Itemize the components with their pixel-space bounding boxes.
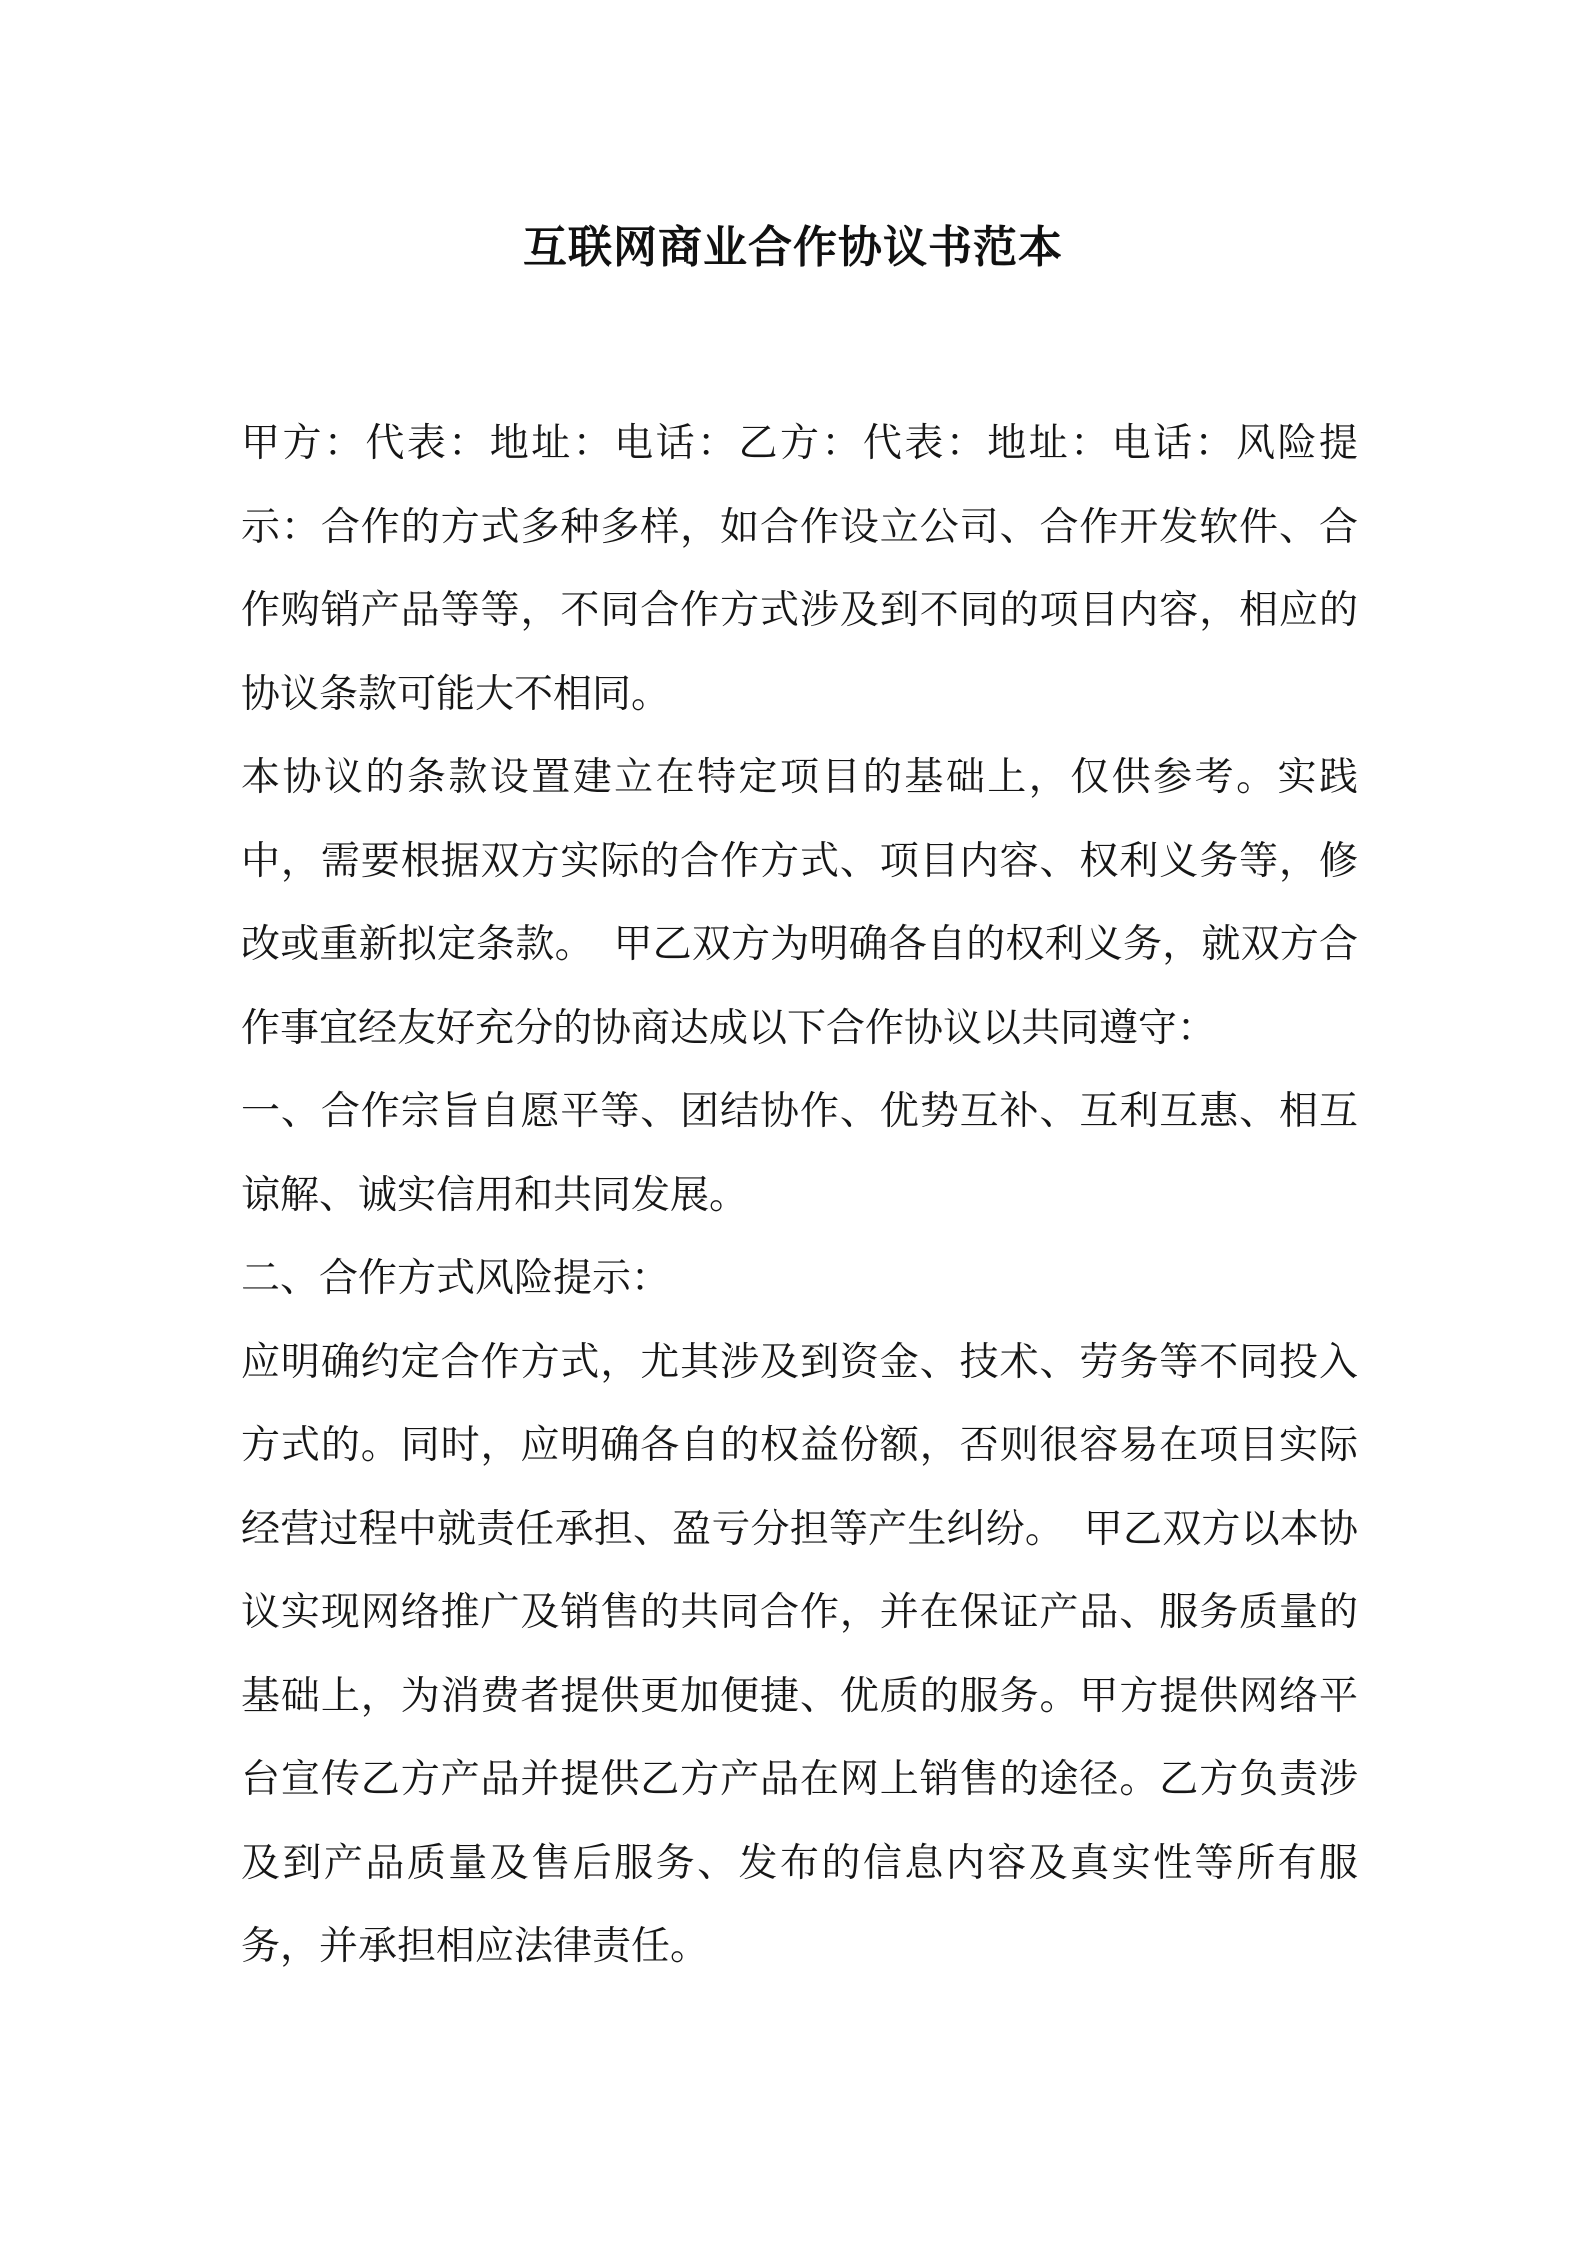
paragraph-section-two-body: 应明确约定合作方式，尤其涉及到资金、技术、劳务等不同投入方式的。同时，应明确各自的权益份额，否则很容易在项目实际经营过程中就责任承担、盈亏分担等产生纠纷。 甲乙双方以本协议实现网络推广及销售的共同合作，并在保证产品、服务质量的基础上，为消费者提供更加便捷、优质的服务。甲方提供网络平台宣传乙方产品并提供乙方产品在网上销售的途径。乙方负责涉及到产品质量及售后服务、发布的信息内容及真实性等所有服务，并承担相应法律责任。 xyxy=(241,1339,1358,1969)
paragraph-section-one: 一、合作宗旨自愿平等、团结协作、优势互补、互利互惠、相互谅解、诚实信用和共同发展。 xyxy=(241,1089,1358,1218)
document-title: 互联网商业合作协议书范本 xyxy=(523,222,1063,273)
paragraph-parties: 甲方：代表：地址：电话：乙方：代表：地址：电话：风险提示：合作的方式多种多样，如合作设立公司、合作开发软件、合作购销产品等等，不同合作方式涉及到不同的项目内容，相应的协议条款可能大不相同。 xyxy=(241,421,1358,717)
paragraph-terms-note: 本协议的条款设置建立在特定项目的基础上，仅供参考。实践中，需要根据双方实际的合作方式、项目内容、权利义务等，修改或重新拟定条款。 甲乙双方为明确各自的权利义务，就双方合作事宜经友好充分的协商达成以下合作协议以共同遵守： xyxy=(241,755,1358,1051)
paragraph-section-two-heading: 二、合作方式风险提示： xyxy=(241,1256,671,1301)
document-body xyxy=(241,402,1358,1989)
